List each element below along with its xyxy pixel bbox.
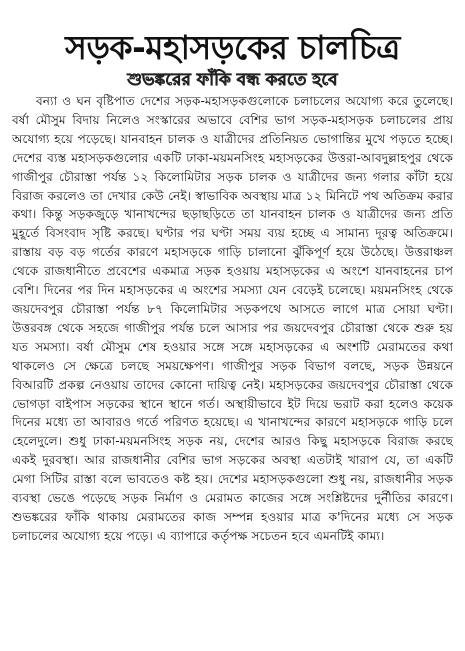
headline: সড়ক-মহাসড়কের চালচিত্র xyxy=(65,28,400,68)
article-paragraph: বন্যা ও ঘন বৃষ্টিপাত দেশের সড়ক-মহাসড়কগুলোকে চলাচলের অযোগ্য করে তুলেছে। বর্ষা মৌসুম বিদায় নিলেও সংস্কারের অভাবে বেশির ভাগ সড়ক-মহাসড়ক চলাচলের প্রায় অযোগ্য হয়ে পড়েছে। যানবাহন চালক ও যাত্রীদের প্রতিনিয়ত ভোগান্তির মুখে পড়তে হচ্ছে। দেশের ব্যস্ত মহাসড়কগুলোর একটি ঢাকা-ময়মনসিংহ মহাসড়কের উত্তরা-আবদুল্লাহপুর থেকে গাজীপুর চৌরাস্তা পর্যন্ত ১২ কিলোমিটার সড়ক চালক ও যাত্রীদের জন্য গলার কাঁটা হয়ে বিরাজ করলেও তা দেখার কেউ নেই। স্বাভাবিক অবস্থায় মাত্র ১২ মিনিটে পথ অতিক্রম করার কথা। কিন্তু সড়কজুড়ে খানাখন্দের ছড়াছড়িতে তা যানবাহন চালক ও যাত্রীদের জন্য প্রতি মুহূর্তে বিসংবাদ সৃষ্টি করছে। ঘণ্টার পর ঘণ্টা সময় ব্যয় হচ্ছে এ সামান্য দূরত্ব অতিক্রমে। রাস্তায় বড় বড় গর্তের কারণে মহাসড়কে গাড়ি চালানো ঝুঁকিপূর্ণ হয়ে উঠেছে। উত্তরাঞ্চল থেকে রাজধানীতে প্রবেশের একমাত্র সড়ক হওয়ায় মহাসড়কের এ অংশে যানবাহনের চাপ বেশি। দিনের পর দিন মহাসড়কের এ অংশের সমস্যা যেন বেড়েই চলেছে। ময়মনসিংহ থেকে জয়দেবপুর চৌরাস্তা পর্যন্ত ৮৭ কিলোমিটার সড়কপথে আসতে লাগে মাত্র সোয়া ঘণ্টা। উত্তরবঙ্গ থেকে সহজে গাজীপুর পর্যন্ত চলে আসার পর জয়দেবপুর চৌরাস্তা থেকে শুরু হয় যত সমস্যা। বর্ষা মৌসুম শেষ হওয়ার সঙ্গে সঙ্গে মহাসড়কের এ অংশটি মেরামতের কথা থাকলেও সে ক্ষেত্রে চলছে সময়ক্ষেপণ। গাজীপুর সড়ক বিভাগ বলছে, সড়ক উন্নয়নে বিআরটি প্রকল্প নেওয়ায় তাদের কোনো দায়িত্ব নেই। মহাসড়কের জয়দেবপুর চৌরাস্তা থেকে ভোগড়া বাইপাস সড়কের স্থানে স্থানে গর্ত। অস্থায়ীভাবে ইট দিয়ে ভরাট করা হলেও কয়েক দিনের মধ্যে তা আবারও গর্তে পরিণত হয়েছে। এ খানাখন্দের কারণে মহাসড়কে গাড়ি চলে হেলেদুলে। শুধু ঢাকা-ময়মনসিংহ সড়ক নয়, দেশের আরও কিছু মহাসড়কে বিরাজ করছে একই দুরবস্থা। আর রাজধানীর বেশির ভাগ সড়কের অবস্থা এতটাই খারাপ যে, তা একটি মেগা সিটির রাস্তা বলে ভাবতেও কষ্ট হয়। দেশের মহাসড়কগুলো শুধু নয়, রাজধানীর সড়ক ব্যবস্থা ভেঙে পড়েছে সড়ক নির্মাণ ও মেরামত কাজের সঙ্গে সংশ্লিষ্টদের দুর্নীতির কারণে। শুভঙ্করের ফাঁকি থাকায় মেরামতের কাজ সম্পন্ন হওয়ার মাত্র ক'দিনের মধ্যে সে সড়ক চলাচলের অযোগ্য হয়ে পড়ে। এ ব্যাপারে কর্তৃপক্ষ সচেতন হবে এমনটিই কাম্য। xyxy=(12,94,453,543)
subheadline: শুভঙ্করের ফাঁকি বন্ধ করতে হবে xyxy=(127,70,338,91)
article-body xyxy=(12,92,453,640)
